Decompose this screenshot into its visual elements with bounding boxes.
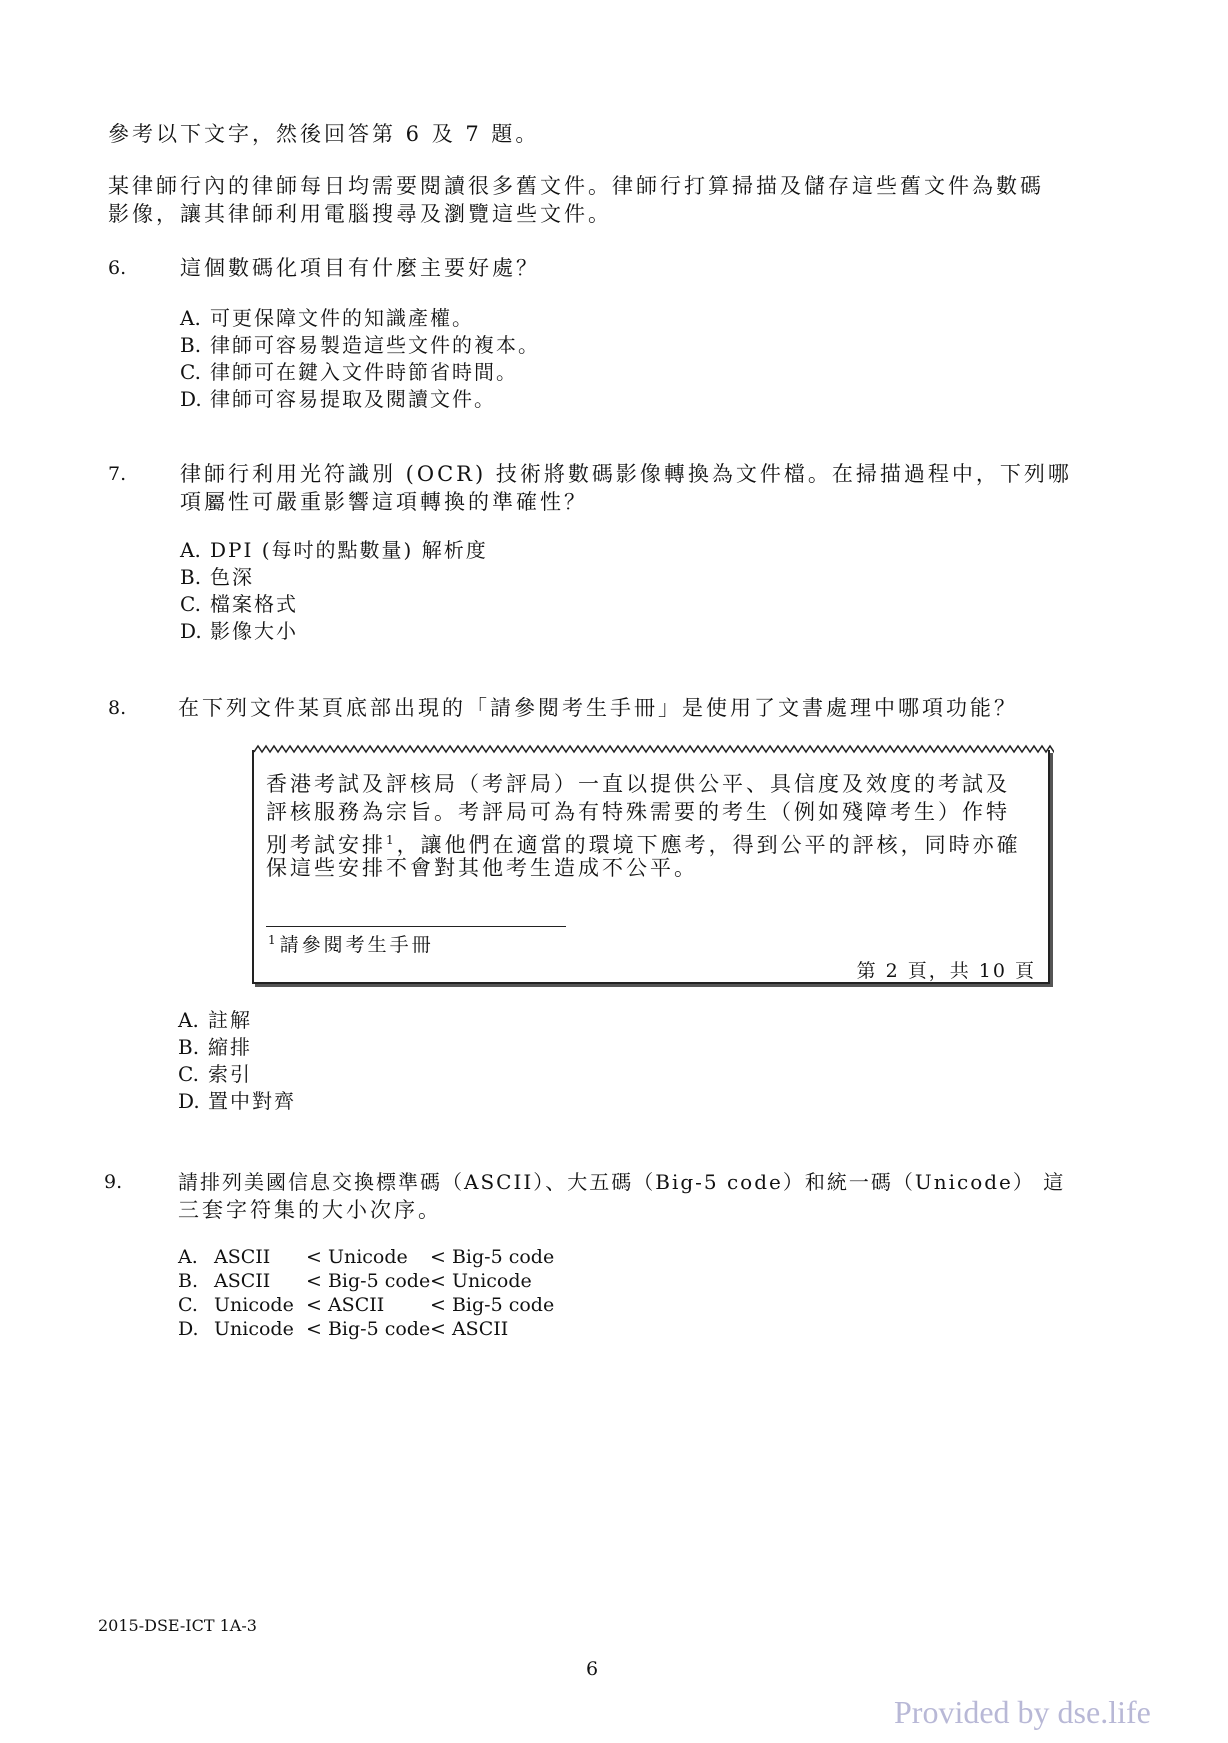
- sample-document-page: [252, 750, 1050, 984]
- q7-text-line-2: 項屬性可嚴重影響這項轉換的準確性？: [180, 490, 588, 514]
- paper-code: 2015-DSE-ICT 1A-3: [98, 1616, 257, 1635]
- watermark-link[interactable]: Provided by dse.life: [894, 1694, 1151, 1730]
- q7-option-d[interactable]: D. 影像大小: [180, 619, 298, 643]
- q7-option-a[interactable]: A. DPI (每吋的點數量) 解析度: [180, 538, 488, 562]
- intro-text: 參考以下文字，然後回答第 6 及 7 題。: [108, 122, 540, 146]
- footnote: $^1$ 請參閱考生手冊: [268, 932, 434, 956]
- doc-line-1: 香港考試及評核局（考評局）一直以提供公平、具信度及效度的考試及: [266, 772, 1010, 796]
- passage-line-2: 影像，讓其律師利用電腦搜尋及瀏覽這些文件。: [108, 202, 612, 226]
- q7-option-c[interactable]: C. 檔案格式: [180, 592, 298, 616]
- doc-line-3: 別考試安排$^1$，讓他們在適當的環境下應考，得到公平的評核，同時亦確: [266, 833, 1021, 857]
- footnote-reference-mark: 1: [386, 833, 397, 847]
- q9-number: 9.: [104, 1171, 123, 1193]
- q6-option-b[interactable]: B. 律師可容易製造這些文件的複本。: [180, 333, 540, 357]
- q8-text: 在下列文件某頁底部出現的「請參閱考生手冊」是使用了文書處理中哪項功能？: [178, 696, 1018, 720]
- q6-option-c[interactable]: C. 律師可在鍵入文件時節省時間。: [180, 360, 518, 384]
- passage-line-1: 某律師行內的律師每日均需要閱讀很多舊文件。律師行打算掃描及儲存這些舊文件為數碼: [108, 174, 1044, 198]
- q8-option-a[interactable]: A. 註解: [178, 1008, 252, 1032]
- doc-line-4: 保這些安排不會對其他考生造成不公平。: [266, 856, 698, 880]
- q8-option-d[interactable]: D. 置中對齊: [178, 1089, 296, 1113]
- document-page-label: 第 2 頁，共 10 頁: [856, 960, 1036, 982]
- q9-text-line-2: 三套字符集的大小次序。: [178, 1198, 442, 1222]
- q8-number: 8.: [108, 697, 127, 719]
- q6-option-d[interactable]: D. 律師可容易提取及閱讀文件。: [180, 387, 496, 411]
- q7-number: 7.: [108, 463, 127, 485]
- doc-line-2: 評核服務為宗旨。考評局可為有特殊需要的考生（例如殘障考生）作特: [266, 800, 1010, 824]
- q7-option-b[interactable]: B. 色深: [180, 565, 254, 589]
- q6-text: 這個數碼化項目有什麼主要好處？: [180, 256, 540, 280]
- q6-option-a[interactable]: A. 可更保障文件的知識產權。: [180, 306, 474, 330]
- q9-text-line-1: 請排列美國信息交換標準碼（ASCII）、大五碼（Big-5 code）和統一碼（Unicode） 這: [178, 1170, 1066, 1194]
- q8-option-b[interactable]: B. 縮排: [178, 1035, 252, 1059]
- q7-text-line-1: 律師行利用光符識別 (OCR) 技術將數碼影像轉換為文件檔。在掃描過程中，下列哪: [180, 462, 1072, 486]
- page-number: 6: [586, 1658, 599, 1680]
- q6-number: 6.: [108, 257, 127, 279]
- footnote-separator: [266, 926, 566, 927]
- q8-option-c[interactable]: C. 索引: [178, 1062, 252, 1086]
